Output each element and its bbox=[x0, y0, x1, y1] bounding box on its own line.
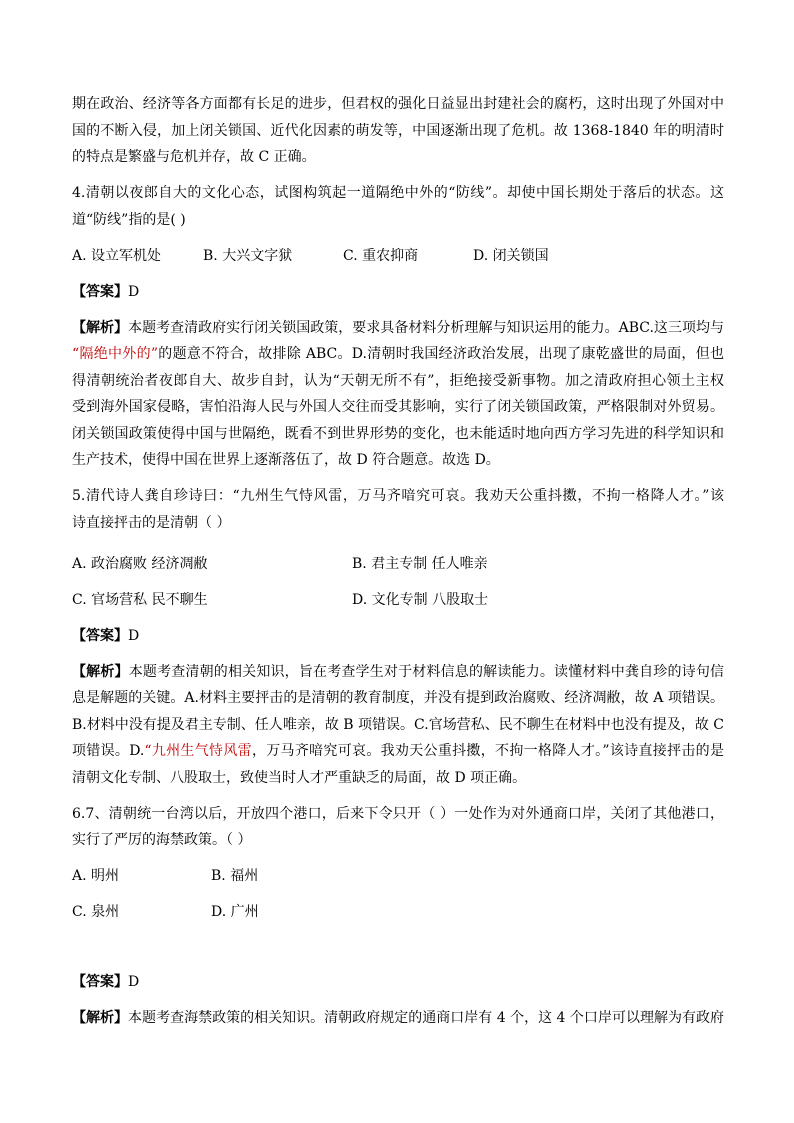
document-page bbox=[72, 91, 724, 1041]
text-line bbox=[72, 1005, 724, 1032]
question-4-options bbox=[72, 243, 724, 270]
text-line: 国的不断入侵，加上闭关锁国、近代化因素的萌发等，中国逐渐出现了危机。故 1368-1840 年的明清时 bbox=[72, 122, 724, 139]
answer-value: D bbox=[128, 627, 140, 644]
answer-label: 【答案】 bbox=[72, 283, 128, 300]
question-6-options-row-1 bbox=[72, 863, 724, 890]
analysis-text: 本题考查海禁政策的相关知识。清朝政府规定的通商口岸有 4 个，这 4 个口岸可以理解为有政府 bbox=[128, 1010, 724, 1026]
text-line: 实行了严厉的海禁政策。（ ） bbox=[72, 832, 252, 848]
option-d: D. 广州 bbox=[211, 904, 259, 920]
question-6-stem bbox=[72, 801, 724, 854]
text-line: 生产技术，使得中国在世界上逐渐落伍了，故 D 符合题意。故选 D。 bbox=[72, 452, 500, 468]
highlight-text: “隔绝中外的” bbox=[72, 346, 159, 362]
question-6-options-row-2 bbox=[72, 899, 724, 926]
answer-value: D bbox=[128, 974, 140, 990]
question-5-options-row-1 bbox=[72, 551, 724, 578]
text-line: 诗直接抨击的是清朝（ ） bbox=[72, 514, 231, 531]
text-line bbox=[72, 341, 724, 368]
text-line: B.材料中没有提及君主专制、任人唯亲，故 B 项错误。C.官场营私、民不聊生在材料中也没有提及，故 C bbox=[72, 716, 724, 733]
answer-label: 【答案】 bbox=[72, 627, 128, 644]
text-line: 清朝文化专制、八股取士，致使当时人才严重缺乏的局面，故 D 项正确。 bbox=[72, 769, 527, 786]
question-5-answer bbox=[72, 623, 724, 650]
text-line: 闭关锁国政策使得中国与世隔绝，既看不到世界形势的变化，也未能适时地向西方学习先进的科学知识和 bbox=[72, 425, 724, 442]
question-4-answer bbox=[72, 279, 724, 306]
text-line: 5.清代诗人龚自珍诗曰：“九州生气恃风雷，万马齐喑究可哀。我劝天公重抖擞，不拘一格降人才。”该 bbox=[72, 488, 724, 504]
analysis-label: 【解析】 bbox=[72, 1010, 129, 1026]
analysis-text: 本题考查清政府实行闭关锁国政策，要求具备材料分析理解与知识运用的能力。ABC.这三项均与 bbox=[128, 319, 724, 336]
question-6-analysis bbox=[72, 1005, 724, 1032]
answer-label: 【答案】 bbox=[72, 974, 128, 990]
text-line bbox=[72, 738, 724, 765]
option-d: D. 闭关锁国 bbox=[473, 247, 549, 264]
text-line: 息是解题的关键。A.材料主要抨击的是清朝的教育制度，并没有提到政治腐败、经济凋敝，故 A 项错误。 bbox=[72, 690, 724, 706]
text-line: 得清朝统治者夜郎自大、故步自封，认为“天朝无所不有”，拒绝接受新事物。加之清政府担心领土主权 bbox=[72, 372, 724, 389]
question-6-answer bbox=[72, 969, 724, 996]
option-b: B. 君主专制 任人唯亲 bbox=[352, 555, 488, 572]
option-c: C. 泉州 bbox=[72, 904, 120, 920]
question-5-stem bbox=[72, 483, 724, 536]
option-a: A. 明州 bbox=[72, 868, 120, 884]
question-5-options-row-2 bbox=[72, 587, 724, 614]
option-c: C. 官场营私 民不聊生 bbox=[72, 591, 208, 608]
text-line: 受到海外国家侵略，害怕沿海人民与外国人交往而受其影响，实行了闭关锁国政策，严格限制对外贸易。 bbox=[72, 399, 724, 415]
option-c: C. 重农抑商 bbox=[343, 247, 419, 264]
highlight-text: “九州生气恃风雷 bbox=[144, 743, 252, 759]
analysis-label: 【解析】 bbox=[72, 663, 129, 680]
analysis-text: 本题考查清朝的相关知识，旨在考查学生对于材料信息的解读能力。读懂材料中龚自珍的诗句信 bbox=[128, 663, 724, 680]
option-b: B. 福州 bbox=[211, 868, 259, 884]
option-a: A. 设立军机处 bbox=[72, 247, 162, 264]
option-a: A. 政治腐败 经济凋敝 bbox=[72, 555, 208, 572]
blank-gap bbox=[72, 935, 724, 969]
text-line: 4.清朝以夜郎自大的文化心态，试图构筑起一道隔绝中外的“防线”。却使中国长期处于落后的状态。这 bbox=[72, 185, 724, 201]
text-line: 道“防线”指的是( ) bbox=[72, 211, 186, 228]
analysis-label: 【解析】 bbox=[72, 319, 129, 336]
text-line bbox=[72, 659, 724, 686]
text-line: 的特点是繁盛与危机并存，故 C 正确。 bbox=[72, 149, 316, 165]
answer-value: D bbox=[128, 283, 140, 300]
option-b: B. 大兴文字狱 bbox=[203, 247, 293, 264]
text-line bbox=[72, 315, 724, 342]
analysis-text: 的题意不符合，故排除 ABC。D.清朝时我国经济政治发展，出现了康乾盛世的局面，但也 bbox=[158, 346, 724, 362]
question-4-analysis bbox=[72, 315, 724, 474]
question-5-analysis bbox=[72, 659, 724, 792]
question-4-stem bbox=[72, 180, 724, 233]
text-line: 期在政治、经济等各方面都有长足的进步，但君权的强化日益显出封建社会的腐朽，这时出现了外国对中 bbox=[72, 96, 724, 112]
analysis-text: 项错误。D. bbox=[72, 743, 145, 759]
option-d: D. 文化专制 八股取士 bbox=[352, 591, 489, 608]
text-line: 6.7、清朝统一台湾以后，开放四个港口，后来下令只开（ ）一处作为对外通商口岸，关闭了其他港口， bbox=[72, 805, 724, 822]
intro-paragraph bbox=[72, 91, 724, 171]
analysis-text: ，万马齐喑究可哀。我劝天公重抖擞，不拘一格降人才。”该诗直接抨击的是 bbox=[251, 743, 724, 759]
